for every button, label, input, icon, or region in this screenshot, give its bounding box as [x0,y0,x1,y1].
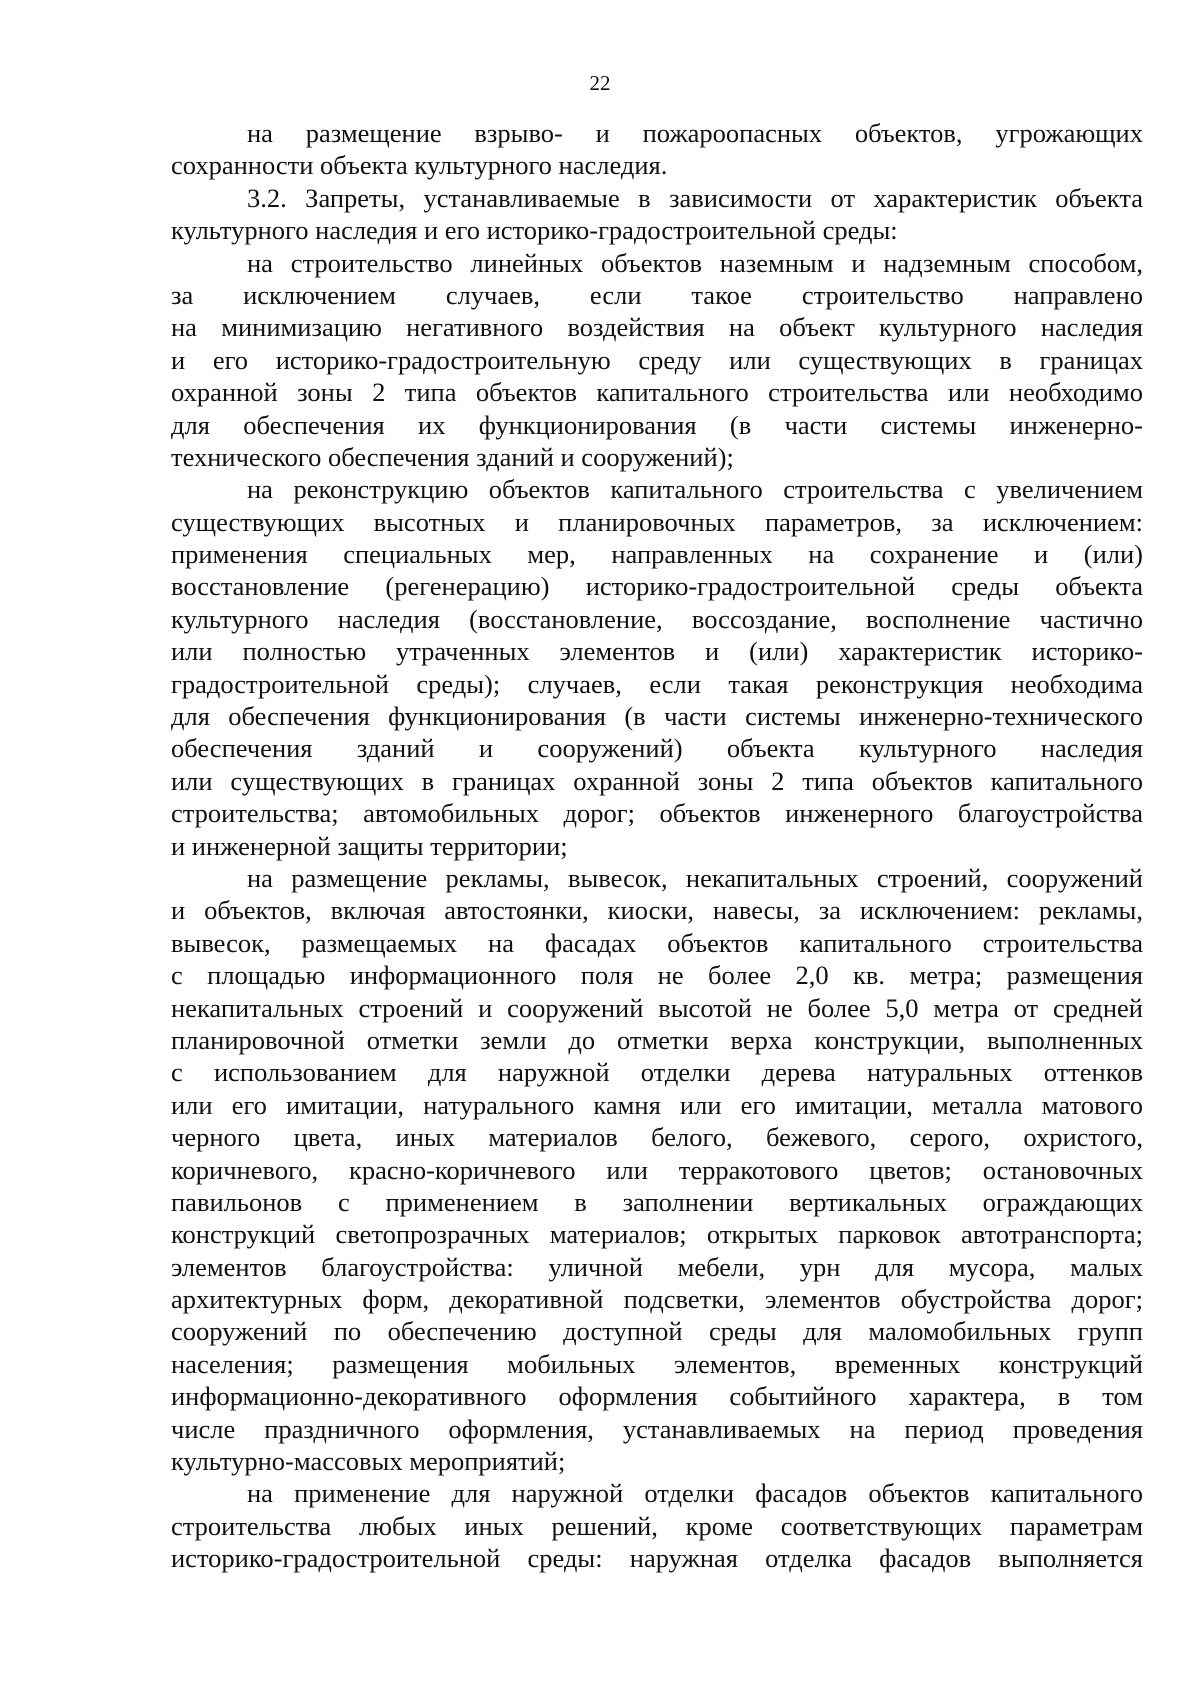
text-line: охранной зоны 2 типа объектов капитального строительства или необходимо [171,377,1143,408]
text-line: существующих высотных и планировочных параметров, за исключением: [171,506,1143,537]
text-line: или полностью утраченных элементов и (или) характеристик историко- [171,636,1143,667]
text-line: сооружений по обеспечению доступной среды для маломобильных групп [171,1316,1143,1347]
text-line: на минимизацию негативного воздействия на объект культурного наследия [171,312,1143,343]
text-line: сохранности объекта культурного наследия. [171,150,668,181]
text-line: на строительство линейных объектов наземным и надземным способом, [247,247,1143,278]
text-line: планировочной отметки земли до отметки верха конструкции, выполненных [171,1024,1143,1055]
page-number: 22 [589,71,611,95]
text-line: технического обеспечения зданий и сооружений); [171,441,734,472]
text-line: черного цвета, иных материалов белого, бежевого, серого, охристого, [171,1122,1143,1153]
text-line: 3.2. Запреты, устанавливаемые в зависимости от характеристик объекта [247,182,1143,213]
text-line: коричневого, красно-коричневого или терракотового цветов; остановочных [171,1154,1143,1185]
paragraph [171,182,1143,247]
text-line: конструкций светопрозрачных материалов; открытых парковок автотранспорта; [171,1219,1143,1250]
paragraph [171,117,1143,182]
text-line: павильонов с применением в заполнении вертикальных ограждающих [171,1186,1143,1217]
text-line: применения специальных мер, направленных на сохранение и (или) [171,539,1143,570]
text-line: восстановление (регенерацию) историко-градостроительной среды объекта [171,571,1143,602]
text-line: элементов благоустройства: уличной мебели, урн для мусора, малых [171,1251,1143,1282]
text-line: культурно-массовых мероприятий; [171,1446,566,1477]
text-line: с площадью информационного поля не более 2,0 кв. метра; размещения [171,960,1143,991]
text-line: культурного наследия (восстановление, воссоздание, восполнение частично [171,603,1143,634]
text-line: для обеспечения их функционирования (в части системы инженерно- [171,409,1143,440]
paragraph [171,862,1143,1477]
document-body [171,117,1143,1575]
text-line: числе праздничного оформления, устанавливаемых на период проведения [171,1413,1143,1444]
text-line: и объектов, включая автостоянки, киоски, навесы, за исключением: рекламы, [171,895,1143,926]
text-line: архитектурных форм, декоративной подсветки, элементов обустройства дорог; [171,1284,1143,1315]
text-line: населения; размещения мобильных элементов, временных конструкций [171,1348,1143,1379]
text-line: и его историко-градостроительную среду или существующих в границах [171,344,1143,375]
text-line: обеспечения зданий и сооружений) объекта культурного наследия [171,733,1143,764]
text-line: культурного наследия и его историко-градостроительной среды: [171,215,898,246]
text-line: градостроительной среды); случаев, если такая реконструкция необходима [171,668,1143,699]
text-line: для обеспечения функционирования (в части системы инженерно-технического [171,701,1143,732]
text-line: информационно-декоративного оформления событийного характера, в том [171,1381,1143,1412]
text-line: строительства; автомобильных дорог; объектов инженерного благоустройства [171,798,1143,829]
paragraph [171,1477,1143,1574]
text-line: и инженерной защиты территории; [171,830,568,861]
text-line: вывесок, размещаемых на фасадах объектов капитального строительства [171,927,1143,958]
text-line: историко-градостроительной среды: наружная отделка фасадов выполняется [171,1543,1143,1574]
paragraph [171,247,1143,474]
paragraph [171,473,1143,862]
text-line: за исключением случаев, если такое строительство направлено [171,279,1143,310]
text-line: или его имитации, натурального камня или его имитации, металла матового [171,1089,1143,1120]
text-line: на размещение взрыво- и пожароопасных объектов, угрожающих [247,118,1143,148]
text-line: некапитальных строений и сооружений высотой не более 5,0 метра от средней [171,992,1143,1023]
text-line: на применение для наружной отделки фасадов объектов капитального [247,1478,1143,1509]
text-line: строительства любых иных решений, кроме соответствующих параметрам [171,1510,1143,1541]
text-line: с использованием для наружной отделки дерева натуральных оттенков [171,1057,1143,1088]
text-line: или существующих в границах охранной зоны 2 типа объектов капитального [171,765,1143,796]
text-line: на размещение рекламы, вывесок, некапитальных строений, сооружений [247,862,1143,893]
text-line: на реконструкцию объектов капитального строительства с увеличением [247,474,1143,505]
